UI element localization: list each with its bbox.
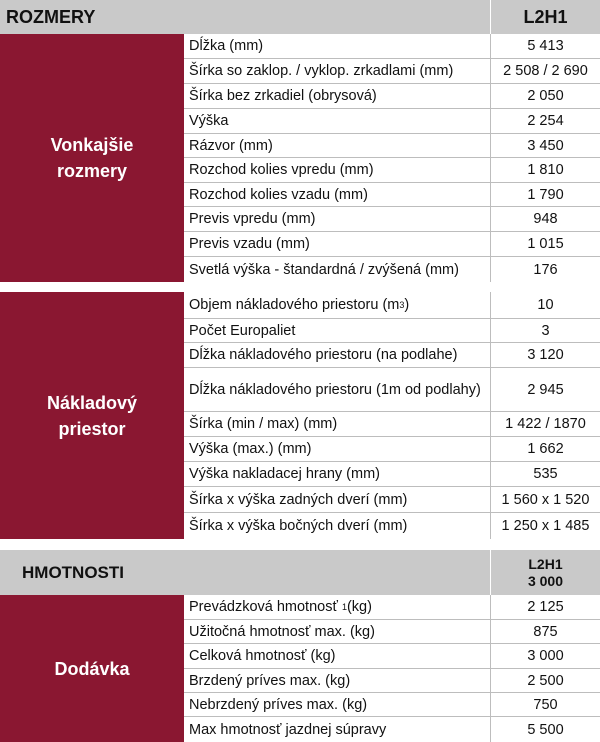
table-row: [184, 368, 600, 412]
row-value: 2 050: [490, 84, 600, 108]
row-value: 750: [490, 693, 600, 716]
table-row: [184, 292, 600, 319]
delivery-label: Dodávka: [54, 658, 130, 679]
table-row: [184, 462, 600, 487]
row-value: 1 250 x 1 485: [490, 513, 600, 539]
volume-label: Objem nákladového priestoru (m: [189, 297, 400, 313]
table-row: [184, 183, 600, 207]
row-value: 1 662: [490, 437, 600, 461]
table-row: [184, 109, 600, 134]
table-row: [184, 232, 600, 257]
table-row: [184, 487, 600, 513]
row-value: 2 500: [490, 669, 600, 692]
table-row: [184, 207, 600, 232]
table-row: [184, 412, 600, 437]
row-value: 1 015: [490, 232, 600, 256]
table-row: [184, 644, 600, 669]
row-label: Šírka (min / max) (mm): [189, 416, 338, 432]
row-value: 1 810: [490, 158, 600, 182]
table-row: [184, 513, 600, 539]
row-value: 10: [490, 292, 600, 318]
cargo-section-label: [0, 292, 184, 539]
table-row: [184, 319, 600, 343]
row-value: 2 508 / 2 690: [490, 59, 600, 83]
cargo-space-section: [0, 292, 600, 539]
weights-model-column-header: [490, 550, 600, 595]
row-label: Šírka x výška zadných dverí (mm): [189, 491, 408, 508]
delivery-section-label: [0, 595, 184, 742]
exterior-label-line1: Vonkajšie: [50, 135, 134, 155]
weights-model-subtitle: 3 000: [527, 572, 564, 589]
row-value: 3 120: [490, 343, 600, 367]
weights-model-name: L2H1: [528, 555, 563, 572]
row-label: Rázvor (mm): [189, 137, 273, 154]
row-value: 875: [490, 620, 600, 643]
table-row: [184, 669, 600, 693]
exterior-label-line2: rozmery: [56, 161, 128, 181]
row-value: 3 000: [490, 644, 600, 668]
model-name: L2H1: [523, 6, 568, 27]
row-label: Rozchod kolies vzadu (mm): [189, 186, 368, 203]
row-value: 176: [490, 257, 600, 282]
row-label: Rozchod kolies vpredu (mm): [189, 162, 374, 178]
table-row: [184, 595, 600, 620]
row-label: Max hmotnosť jazdnej súpravy: [189, 721, 387, 738]
row-label: Počet Europaliet: [189, 322, 296, 339]
row-value: 535: [490, 462, 600, 486]
table-row: [184, 84, 600, 109]
operating-weight-label: Prevádzková hmotnosť: [189, 599, 338, 615]
cargo-label-line2: priestor: [58, 418, 126, 439]
table-row: [184, 158, 600, 183]
row-label: Výška nakladacej hrany (mm): [189, 466, 380, 482]
row-label: Celková hmotnosť (kg): [189, 648, 336, 664]
row-value: 948: [490, 207, 600, 231]
row-value: 2 125: [490, 595, 600, 619]
operating-weight-unit: (kg): [346, 599, 372, 615]
row-label: Šírka so zaklop. / vyklop. zrkadlami (mm): [189, 63, 454, 79]
volume-label-close: ): [404, 297, 410, 313]
cargo-rows: [184, 292, 600, 539]
row-value: 3: [490, 319, 600, 342]
dimensions-title: ROZMERY: [6, 6, 96, 27]
table-row: [184, 343, 600, 368]
row-label: Dĺžka nákladového priestoru (na podlahe): [189, 347, 458, 363]
row-value: 1 422 / 1870: [490, 412, 600, 436]
table-row: [184, 34, 600, 59]
row-label: Šírka bez zrkadiel (obrysová): [189, 88, 377, 104]
dimensions-header: [0, 0, 600, 34]
row-value: 5 500: [490, 717, 600, 742]
table-row: [184, 59, 600, 84]
exterior-section-label: [0, 34, 184, 282]
row-label: Objem nákladového priestoru (m 3 ): [189, 297, 410, 313]
row-label: Previs vzadu (mm): [189, 236, 310, 252]
table-row: [184, 134, 600, 158]
row-value: 3 450: [490, 134, 600, 157]
table-row: [184, 257, 600, 282]
table-row: [184, 693, 600, 717]
delivery-weights-section: [0, 595, 600, 742]
weights-header: [0, 550, 600, 595]
table-row: [184, 717, 600, 742]
row-value: 2 254: [490, 109, 600, 133]
table-row: [184, 437, 600, 462]
row-value: 5 413: [490, 34, 600, 58]
row-value: 1 790: [490, 183, 600, 206]
row-label: Nebrzdený príves max. (kg): [189, 696, 368, 713]
row-label: Užitočná hmotnosť max. (kg): [189, 623, 375, 640]
row-label: Výška (max.) (mm): [189, 441, 312, 457]
row-label: Šírka x výška bočných dverí (mm): [189, 518, 408, 534]
table-row: [184, 620, 600, 644]
row-value: 2 945: [490, 368, 600, 411]
weights-title: HMOTNOSTI: [22, 562, 124, 582]
exterior-dimensions-section: [0, 34, 600, 282]
row-value: 1 560 x 1 520: [490, 487, 600, 512]
row-label: Prevádzková hmotnosť 1 (kg): [189, 599, 372, 615]
row-label: Svetlá výška - štandardná / zvýšená (mm): [189, 261, 459, 278]
exterior-rows: [184, 34, 600, 282]
row-label: Dĺžka nákladového priestoru (1m od podlahy): [189, 381, 481, 398]
cargo-label-line1: Nákladový: [46, 392, 138, 413]
row-label: Previs vpredu (mm): [189, 211, 316, 227]
delivery-rows: [184, 595, 600, 742]
row-label: Výška: [189, 113, 229, 129]
row-label: Brzdený príves max. (kg): [189, 672, 351, 689]
model-column-header: [490, 0, 600, 34]
row-label: Dĺžka (mm): [189, 38, 264, 54]
